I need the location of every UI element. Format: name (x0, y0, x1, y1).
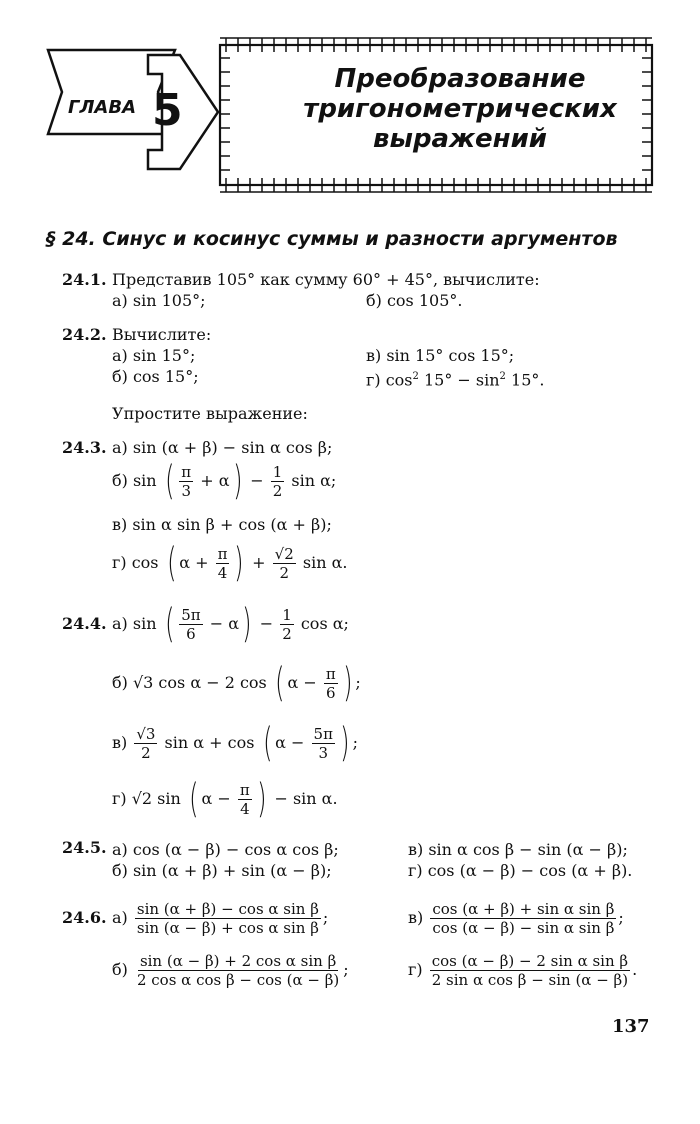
problem-text: Вычислите: (112, 325, 212, 344)
problem-item: а) sin ( $\frac{5\pi}{6}$ − α ) − $\frac{1}{2}$ cos α; (112, 601, 349, 647)
problem-number: 24.1. (62, 270, 107, 289)
problem-item: б) sin (α + β) + sin (α − β); (112, 861, 332, 880)
chapter-title-line-1: Преобразование (334, 64, 586, 94)
problem-item: г) $\frac{\text{cos (α − β) − 2 sin α sin β}}{\text{2 sin α cos β − sin (α − β)}}$ . (408, 951, 638, 989)
problem-item: а) cos (α − β) − cos α cos β; (112, 840, 339, 859)
problem-number: 24.6. (62, 908, 107, 927)
problem-item: а) sin (α + β) − sin α cos β; (112, 438, 333, 457)
page-number: 137 (612, 1016, 650, 1037)
problem-item: г) cos (α − β) − cos (α + β). (408, 861, 633, 880)
problem-item: в) sin α cos β − sin (α − β); (408, 840, 628, 859)
chapter-label: ГЛАВА (68, 97, 137, 118)
problem-item: в) sin α sin β + cos (α + β); (112, 515, 332, 534)
problem-item: г) $\cos^2 15^\circ - \sin^2 15^\circ$. (366, 370, 545, 390)
problem-number: 24.5. (62, 838, 107, 857)
problem-item: б) √3 cos α − 2 cos ( α − $\frac{\pi}{6}$ ) ; (112, 660, 361, 706)
problem-text: Представив 105° как сумму 60° + 45°, вычислите: (112, 270, 540, 289)
problem-item: а) $\frac{\text{sin (α + β) − cos α sin β}}{\text{sin (α − β) + cos α sin β}}$ ; (112, 899, 329, 937)
chapter-number: 5 (152, 85, 183, 136)
problem-item: а) sin 15°; (112, 346, 196, 365)
section-heading: § 24. Синус и косинус суммы и разности аргументов (46, 228, 618, 250)
problem-item: г) cos ( α + $\frac{\pi}{4}$ ) + $\frac{√2}{2}$ sin α. (112, 540, 348, 586)
chapter-title-line-2: тригонометрических (303, 94, 617, 124)
problem-item: в) $\frac{√3}{2}$ sin α + cos ( α − $\frac{5\pi}{3}$ ) ; (112, 720, 358, 766)
problem-item: в) $\frac{\text{cos (α + β) + sin α sin β}}{\text{cos (α − β) − sin α sin β}}$ ; (408, 899, 624, 937)
problem-item: б) sin ( $\frac{\pi}{3}$ + α ) − $\frac{1}{2}$ sin α; (112, 458, 337, 504)
problem-number: 24.3. (62, 438, 107, 457)
instruction-text: Упростите выражение: (112, 404, 308, 423)
problem-number: 24.2. (62, 325, 107, 344)
problem-number: 24.4. (62, 614, 107, 633)
problem-item: б) cos 105°. (366, 291, 463, 310)
chapter-banner (40, 30, 660, 195)
problem-item: б) cos 15°; (112, 367, 199, 386)
chapter-title-line-3: выражений (372, 124, 548, 154)
problem-item: а) sin 105°; (112, 291, 206, 310)
problem-item: в) sin 15° cos 15°; (366, 346, 515, 365)
problem-item: б) $\frac{\text{sin (α − β) + 2 cos α sin β}}{\text{2 cos α cos β − cos (α − β)}}$ ; (112, 951, 349, 989)
problem-item: г) √2 sin ( α − $\frac{\pi}{4}$ ) − sin α. (112, 776, 338, 822)
